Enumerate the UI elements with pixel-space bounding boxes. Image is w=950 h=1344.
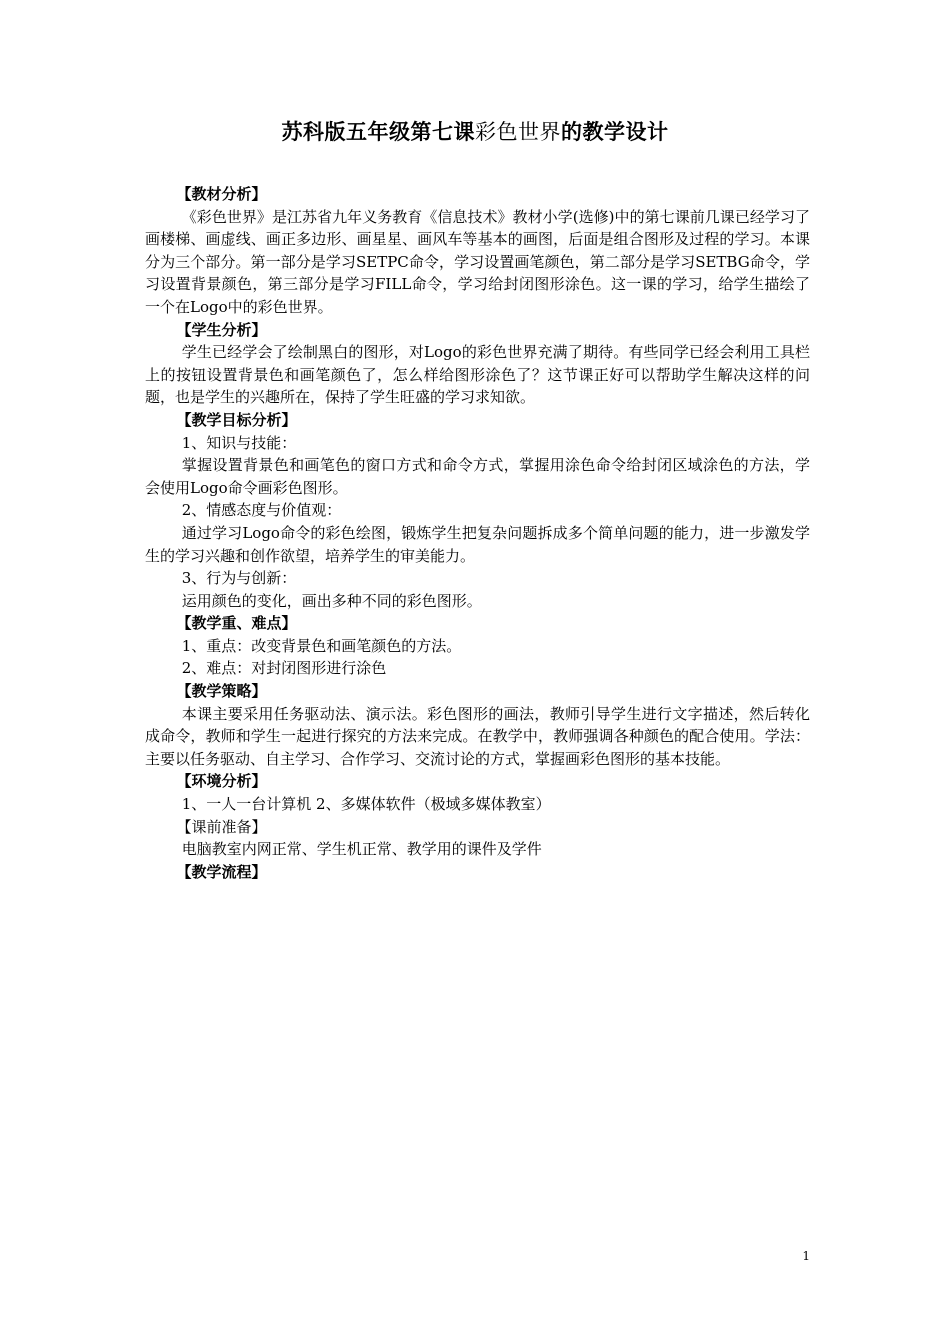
heading-student-analysis: 【学生分析】 <box>176 320 267 339</box>
paragraph-student-analysis: 学生已经学会了绘制黑白的图形，对Logo的彩色世界充满了期待。有些同学已经会利用工具栏上的按钮设置背景色和画笔颜色了，怎么样给图形涂色了？这节课正好可以帮助学生解决这样的问题，也是学生的兴趣所在，保持了学生旺盛的学习求知欲。 <box>145 343 810 407</box>
goal-item-3-text: 运用颜色的变化，画出多种不同的彩色图形。 <box>181 591 482 610</box>
heading-environment-analysis: 【环境分析】 <box>176 772 267 791</box>
goal-item-1-title: 1、知识与技能： <box>181 433 297 452</box>
goal-item-2-title: 2、情感态度与价值观： <box>181 501 342 520</box>
document-body <box>145 183 810 883</box>
heading-key-points: 【教学重、难点】 <box>176 614 297 633</box>
heading-teaching-strategy: 【教学策略】 <box>176 682 267 701</box>
key-point-item-1: 1、重点：改变背景色和画笔颜色的方法。 <box>181 636 462 655</box>
title-part-2: 彩色世界 <box>475 120 561 144</box>
goal-item-3-title: 3、行为与创新： <box>181 569 297 588</box>
goal-item-2-text: 通过学习Logo命令的彩色绘图，锻炼学生把复杂问题拆成多个简单问题的能力，进一步激发学生的学习兴趣和创作欲望，培养学生的审美能力。 <box>145 523 810 565</box>
title-part-3: 的教学设计 <box>561 119 669 144</box>
heading-teaching-goals: 【教学目标分析】 <box>176 410 297 429</box>
paragraph-material-analysis: 《彩色世界》是江苏省九年义务教育《信息技术》教材小学(选修)中的第七课前几课已经学习了画楼梯、画虚线、画正多边形、画星星、画风车等基本的画图，后面是组合图形及过程的学习。本课分为三个部分。第一部分是学习SETPC命令，学习设置画笔颜色，第二部分是学习SETBG命令，学习设置背景颜色，第三部分是学习FILL命令，学习给封闭图形涂色。这一课的学习，给学生描绘了一个在Logo中的彩色世界。 <box>145 207 810 316</box>
title-part-1: 苏科版五年级第七课 <box>281 119 475 144</box>
document-title <box>0 117 950 147</box>
goal-item-1-text: 掌握设置背景色和画笔色的窗口方式和命令方式，掌握用涂色命令给封闭区域涂色的方法，学会使用Logo命令画彩色图形。 <box>145 456 810 497</box>
paragraph-preparation: 电脑教室内网正常、学生机正常、教学用的课件及学件 <box>181 840 542 859</box>
page-number: 1 <box>802 1249 810 1263</box>
heading-material-analysis: 【教材分析】 <box>176 185 267 203</box>
paragraph-teaching-strategy: 本课主要采用任务驱动法、演示法。彩色图形的画法，教师引导学生进行文字描述，然后转化成命令，教师和学生一起进行探究的方法来完成。在教学中，教师强调各种颜色的配合使用。学法：主要以任务驱动、自主学习、合作学习、交流讨论的方式，掌握画彩色图形的基本技能。 <box>145 704 810 768</box>
heading-preparation: 【课前准备】 <box>176 817 267 836</box>
heading-teaching-flow: 【教学流程】 <box>176 862 267 881</box>
paragraph-environment-analysis: 1、一人一台计算机 2、多媒体软件（极域多媒体教室） <box>181 795 551 814</box>
key-point-item-2: 2、难点：对封闭图形进行涂色 <box>181 659 387 678</box>
